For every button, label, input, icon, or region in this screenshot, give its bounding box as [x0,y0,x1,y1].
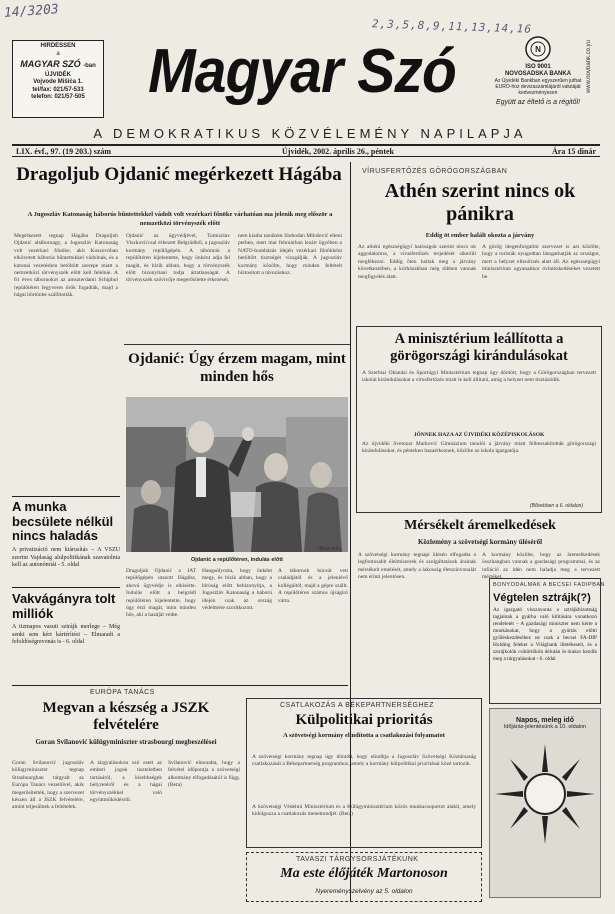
svg-text:N: N [535,45,541,54]
weather-box [489,708,601,898]
ojdanic-photo [126,397,348,552]
quote-col-b: Hangsúlyozta, hogy önként megy, és bízik abban, hogy a bíróság előtt bebizonyítja, a Jugoszláv Katonaság a háború idején csak az ország védelmére szorítkozott. [202,568,272,612]
promo-suffix: -ban [83,63,96,69]
bank-name: NOVOSADSKA BANKA [504,71,572,78]
ministry-headline: A minisztérium leállította a görögországi kirándulásokat [390,331,568,364]
promo-address: Vojvode Mišića 1. [33,79,83,85]
bank-website: www.novbank.co.yu [586,40,592,94]
issue-number: LIX. évf., 97. (19 203.) szám [16,147,112,156]
quote-col-c: A tábornok búcsút vett családjától és a jelenlévő kollégáitól, majd a gépre szállt. A repülőtéren számos újságíró várta. [278,568,348,604]
kulpol-text-b: A Szövetségi Védelmi Minisztérium és a Külügyminisztérium közös munkacsoportot alakít, amely kidolgozza a csatlakozás menetrendjét. (Beta) [252,804,476,818]
promo-fax: tel/fax: 021/57-533 [32,86,84,93]
fadip-kicker: BONYODALMAK A BECSEI FADIPBAN [493,582,606,588]
issue-info-bar [12,144,600,157]
athen-col-a: Az athéni egészségügyi hatóságok szerint nincs ok aggodalomra, a vírusfertőzés terjedését sikerült megfékezni. Eddig öten haltak meg a járvány következtében, a kórházakban még többen vannak megfigyelés alatt. [358,244,476,280]
promo-phone: telefon: 021/57-505 [31,94,85,100]
kulpol-text-a: A szövetségi kormány tegnap úgy döntött, hogy elindítja a Jugoszláv Szövetségi Köztársaság csatlakozását a Békepartnerség programhoz, amely a kormány külpolitikai prioritásai közé tartozik. [252,754,476,768]
athen-col-b: A görög idegenforgalmi szervezet is azt közölte, hogy a turisták nyugodtan látogathatják az országot, mert a helyzet ellenőrzés alatt áll. Az egészségügyi minisztérium ugyanakkor óvintézkedéseket vezetett be. [482,244,600,280]
ministry-subhead: JÖNNEK HAZA AZ ÚJVIDÉKI KÖZÉPISKOLÁSOK [413,432,545,438]
eu-col-a: Goran Svilanović jugoszláv külügyminiszter tegnap Strasbourgban tárgyalt az Európa Tanács vezetőivel, akik megerősítették, hogy a szervezet készen áll a JSZK felvételére, amint teljesülnek a feltételek. [12,760,84,811]
lead-deck: A Jugoszláv Katonaság háborús bűntettekkel vádolt volt vezérkari főnöke várhatóan ma jelenik meg először a nemzetközi törvényszék előtt [27,211,333,227]
photo-credit: (Beta-foto) [318,546,342,552]
tagline: A DEMOKRATIKUS KÖZVÉLEMÉNY NAPILAPJA [93,126,527,141]
lottery-headline: Ma este élőjáték Martonoson [280,866,448,881]
eu-top-rule [12,685,348,686]
ministry-source: (Bővebben a 6. oldalon) [530,503,584,509]
promo-name: MAGYAR SZÓ [20,59,81,69]
vakvagany-body: A tizmapos vasuti sztrájk merlege – Még senki sem kért kártérítést – Elmaradt a feloldóségrevonás is - 6. oldal [12,624,120,645]
eu-headline: Megvan a készség a JSZK felvételére [42,700,210,733]
bank-note: Az Újvidéki Bankban egyszerűen juthat EURO-hoz devizaszámlájáról valutáját kedvezményesen [494,78,582,97]
weather-text: Időjárás-jelentésünk a 10. oldalon [503,724,587,730]
quote-col-a: Dragoljub Ojdanić a JAT repülőgépén utazott Hágába, ahová ügyvédje is elkísérte. Indulás előtt a belgrádi repülőtéren kijelentette, hogy úgy érzi magát, mint minden hős, aki a hazáját védte. [126,568,196,619]
weather-title: Napos, meleg idő [516,717,574,724]
bank-seal-icon [525,36,551,62]
handwritten-archive-number: 14/3203 [3,2,60,21]
fadip-headline: Végtelen sztrájk(?) [493,592,591,604]
left-col-rule-2 [12,587,120,588]
prices-headline: Mérsékelt áremelkedések [404,518,556,533]
photo-caption: Ojdanić a repülőtéren, indulás előtt [191,557,283,563]
advertise-promo-box [12,40,104,118]
issue-price: Ára 15 dinár [552,147,596,156]
prices-deck: Közlemény a szövetségi kormány üléséről [417,538,543,546]
eu-kicker: EURÓPA TANÁCS [90,689,155,696]
bank-slogan: Együtt az éltető is a régitől! [495,99,581,107]
fadip-body: Az igazgató visszavonta a sztrájkbizottság tagjainak a gyárba való kilitására vonatkozó rendeletét – A gazdasági miniszter nem kérte a munkásokat, hogy a gyártás előtti gyűléskezdéséhez ne csak a becsei FA-DIP Holding feleket a Világbank illetékeseit, és a sztrájkolók csütörtökön délután öt órakor kezdik meg a tárgyalásokat - 6. oldal [493,607,597,662]
lead-col-c: nem kiadta tanúként Slobodan Milošević elleni perben, mert mar februárban lezárt ügyében a NATO-bombázás idején vezérkari főnökként betöltött tisztségét vizsgálják. A jugoszláv kormány közölte, hogy minden feltételt biztosított a távozáshoz. [238,233,342,277]
handwritten-page-list: 2,3,5,8,9,11,13,14,16 [371,17,533,36]
munka-headline: A munka becsülete nélkül nincs haladás [12,499,114,543]
munka-body: A privatizáció nem kiárusítás – A VSZU szerint Vajdaság alulpolitikának szavatolnia kell az autonómiát - 5. oldal [12,547,120,568]
sun-icon [490,730,600,880]
eu-col-b: A tárgyalásokon szó esett az emberi jogok tiszteletben tartásáról, a kisebbségek helyzetéről és a hágai törvényszékkel való együttműködésről. [90,760,162,804]
promo-label: HIRDESSEN [40,43,76,49]
kulpol-deck: A szövetségi kormány elindította a csatlakozási folyamatot [283,732,445,739]
issue-date: Újvidék, 2002. április 26., péntek [282,147,395,156]
bank-advert [492,36,584,120]
eu-deck: Goran Svilanović külügyminiszter strasbourgi megbeszélései [35,738,217,746]
athen-deck: Eddig öt ember halált okozta a járvány [425,232,535,239]
kulpol-headline: Külpolitikai prioritás [295,712,433,728]
prices-col-b: A kormány közölte, hogy az áremelkedések összhangban vannak a gazdasági programmal, és az infláció az idén nem haladja meg a tervezett mértéket. [482,552,600,581]
vakvagany-headline: Vakvágányra tolt milliók [12,591,116,621]
kulpol-kicker: CSATLAKOZÁS A BÉKEPARTNERSÉGHEZ [280,702,434,709]
ministry-text-b: Az újvidéki Svetozar Marković Gimnázium tanulói a járvány miatt félbeszakították görögországi kirándulásukat, és pénteken hazaérkeznek, közölte az iskola igazgatója. [362,441,596,455]
lead-col-a: Megérkezett tegnap Hágába Dragoljub Ojdanić altábornagy, a Jugoszláv Katonaság volt vezérkari főnöke, akit Koszovóban elkövetett háborús bűntettekkel vádolnak, és a katonai vezetésben betöltött szerepe miatt a nemzetközi törvényszék előtt kell felelnie. A 61 éves tábornokot az amszterdami Schiphol repülőtéren fegyveres őrök fogadták, majd a hágai börtönbe szállították. [14,233,118,299]
lottery-kicker: TAVASZI TÁRGYSORSJÁTÉKUNK [296,856,419,863]
left-col-rule-1 [12,496,120,497]
lead-headline: Dragoljub Ojdanić megérkezett Hágába [16,164,342,185]
newspaper-logo: Magyar Szó [148,37,456,106]
promo-connector: a [56,50,60,57]
athen-kicker: VÍRUSFERTŐZÉS GÖRÖGORSZÁGBAN [362,168,508,175]
quote-headline: Ojdanić: Úgy érzem magam, mint minden hős [128,351,346,385]
promo-office: ÚJVIDÉK [44,71,71,78]
athen-headline: Athén szerint nincs ok pánikra [384,180,576,225]
eu-col-c: Svilanović elmondta, hogy a felvétel időpontja a szövetségi alkotmány elfogadásától is függ. (Beta) [168,760,240,789]
iso-label: ISO 9001 [525,64,551,70]
ministry-text-a: A Szerbiai Oktatási és Sportügyi Minisztérium tegnap úgy döntött, hogy a Görögországban tervezett iskolai kirándulásokat a vírusfertőzés miatt le kell állítani, amíg a helyzet nem tisztázódik. [362,370,596,384]
lead-col-b: Ojdanić az ügyvédjével, Tomiszlav Viszkovićcsal érkezett Belgrádból, a jugoszláv kormány repülőgépén. A tábornok a repülőtéren kijelentette, hogy önként adja fel magát, és bízik abban, hogy a törvényszék előtt bizonyítani tudja ártatlanságát. A törvényszék szóvivője megerősítette érkezését. [126,233,230,284]
lottery-sub: Nyereményszelvény az 5. oldalon [315,888,413,895]
prices-col-a: A szövetségi kormány tegnapi ülésén elfogadta a legfontosabb élelmiszerek és szolgáltatások árainak mérsékelt emelését, amely a lakosság életszínvonalát nem érinti jelentősen. [358,552,476,581]
